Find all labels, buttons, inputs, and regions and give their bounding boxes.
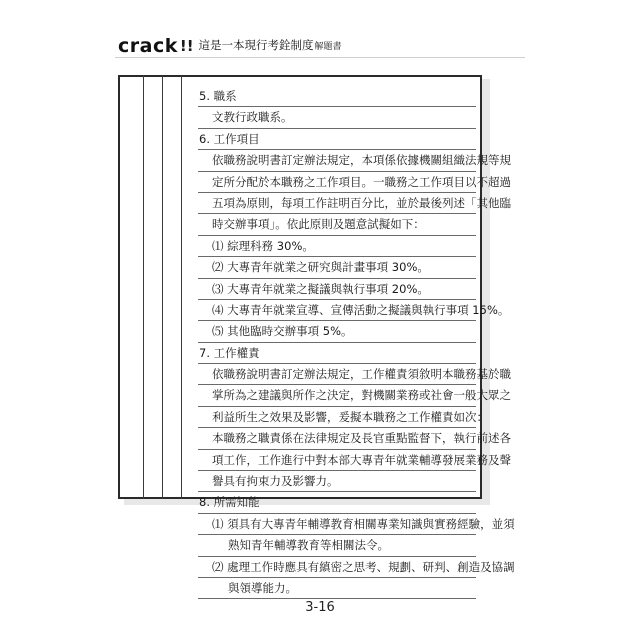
text-line — [198, 450, 511, 471]
line-text: 依職務說明書訂定辦法規定，本項係依據機關組織法規等規 — [212, 153, 511, 168]
page-number: 3-16 — [305, 600, 335, 615]
line-text: ⑵ 大專青年就業之研究與計畫事項 30%。 — [212, 260, 429, 275]
line-text: ⑴ 須具有大專青年輔導教育相關專業知識與實務經驗，並須 — [212, 516, 515, 531]
brand-logo: crack — [118, 35, 178, 57]
frame-gutter-line-3 — [181, 75, 182, 499]
line-text: 熟知青年輔導教育等相關法令。 — [228, 538, 389, 553]
text-line — [198, 514, 515, 535]
line-text: 8. 所需知能 — [199, 495, 260, 510]
line-text: ⑴ 綜理科務 30%。 — [212, 238, 314, 253]
book-title-suffix: 解題書 — [314, 42, 342, 52]
text-line — [198, 364, 511, 385]
book-title — [199, 36, 342, 56]
running-header — [118, 34, 342, 56]
line-text: ⑷ 大專青年就業宣導、宣傳活動之擬議與執行事項 15%。 — [212, 302, 510, 317]
line-text: 譽具有拘束力及影響力。 — [212, 474, 339, 489]
text-line — [198, 257, 476, 278]
text-line — [198, 535, 476, 556]
text-line — [198, 407, 488, 428]
text-line — [198, 214, 476, 235]
line-text: ⑸ 其他臨時交辦事項 5%。 — [212, 324, 353, 339]
section-heading — [198, 129, 476, 150]
text-line — [198, 172, 511, 193]
text-line — [198, 107, 476, 128]
section-heading — [198, 86, 476, 107]
line-text: ⑵ 處理工作時應具有縝密之思考、規劃、研判、創造及協調 — [212, 559, 515, 574]
text-line — [198, 385, 511, 406]
line-text: 文教行政職系。 — [212, 110, 293, 125]
line-text: 五項為原則，每項工作註明百分比，並於最後列述「其他臨 — [212, 195, 511, 210]
header-rule — [115, 57, 525, 58]
text-line — [198, 279, 476, 300]
text-line — [198, 150, 511, 171]
text-line — [198, 471, 476, 492]
line-text: 5. 職系 — [199, 89, 237, 103]
line-text: 項工作，工作進行中對本部大專青年就業輔導發展業務及聲 — [212, 452, 511, 467]
line-text: 依職務說明書訂定辦法規定，工作權責須敘明本職務基於職 — [212, 367, 511, 382]
line-text: 時交辦事項」。依此原則及題意試擬如下： — [212, 217, 425, 232]
frame-gutter-line-1 — [143, 75, 144, 499]
section-heading — [198, 343, 476, 364]
line-text: 本職務之職責係在法律規定及長官重點監督下，執行前述各 — [212, 431, 511, 446]
text-line — [198, 578, 476, 599]
text-line — [198, 193, 511, 214]
line-text: 與領導能力。 — [228, 580, 297, 595]
book-title-main: 這是一本現行考銓制度 — [198, 38, 314, 52]
text-line — [198, 236, 476, 257]
frame-gutter-line-2 — [162, 75, 163, 499]
text-line — [198, 300, 510, 321]
text-line — [198, 321, 476, 342]
line-text: 定所分配於本職務之工作項目。一職務之工作項目以不超過 — [212, 174, 511, 189]
line-text: 6. 工作項目 — [199, 131, 260, 146]
text-line — [198, 428, 511, 449]
section-heading — [198, 492, 476, 513]
brand-logo-mark: !! — [179, 37, 194, 55]
line-text: ⑶ 大專青年就業之擬議與執行事項 20%。 — [212, 281, 429, 296]
text-line — [198, 557, 515, 578]
line-text: 7. 工作權責 — [199, 345, 260, 360]
line-text: 掌所為之建議與所作之決定，對機關業務或社會一般大眾之 — [212, 388, 511, 403]
answer-content — [198, 86, 515, 599]
line-text: 利益所生之效果及影響，爰擬本職務之工作權責如次： — [212, 409, 488, 424]
